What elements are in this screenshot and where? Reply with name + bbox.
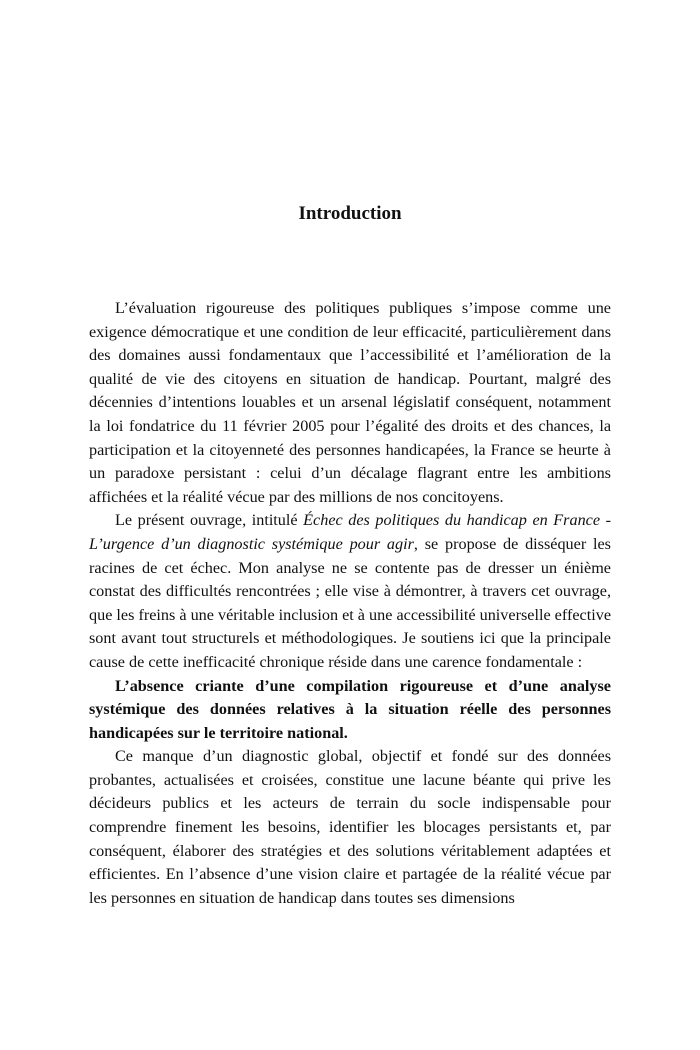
paragraph-text-after-title: , se propose de disséquer les racines de cet échec. Mon analyse ne se contente pas de dresser un énième constat des difficultés rencontrées ; elle vise à démontrer, à travers cet ouvrage, que les freins à une véritable inclusion et à une accessibilité universelle effective sont avant tout structurels et méthodologiques. Je soutiens ici que la principale cause de cette inefficacité chronique réside dans une carence fondamentale :	[89, 534, 611, 671]
paragraph-thesis-statement: L’absence criante d’une compilation rigoureuse et d’une analyse systémique des données relatives à la situation réelle des personnes handicapées sur le territoire national.	[89, 676, 611, 742]
paragraph-diagnostic: Ce manque d’un diagnostic global, objectif et fondé sur des données probantes, actualisées et croisées, constitue une lacune béante qui prive les décideurs publics et les acteurs de terrain du socle indispensable pour comprendre finement les besoins, identifier les blocages persistants et, par conséquent, élaborer des stratégies et des solutions véritablement adaptées et efficientes. En l’absence d’une vision claire et partagée de la réalité vécue par les personnes en situation de handicap dans toutes ses dimensions	[89, 747, 611, 907]
book-title-italic: Échec des politiques du handicap en France - L’urgence d’un diagnostic systémique pour agir	[89, 511, 612, 553]
paragraph-book-presentation	[89, 509, 611, 674]
chapter-title: Introduction	[298, 203, 402, 224]
body-text	[89, 297, 611, 910]
paragraph-text-before-title: Le présent ouvrage, intitulé	[115, 511, 304, 530]
paragraph-intro: L’évaluation rigoureuse des politiques publiques s’impose comme une exigence démocratique et une condition de leur efficacité, particulièrement dans des domaines aussi fondamentaux que l’accessibilité et l’amélioration de la qualité de vie des citoyens en situation de handicap. Pourtant, malgré des décennies d’intentions louables et un arsenal législatif conséquent, notamment la loi fondatrice du 11 février 2005 pour l’égalité des droits et des chances, la participation et la citoyenneté des personnes handicapées, la France se heurte à un paradoxe persistant : celui d’un décalage flagrant entre les ambitions affichées et la réalité vécue par des millions de nos concitoyens.	[89, 299, 611, 506]
